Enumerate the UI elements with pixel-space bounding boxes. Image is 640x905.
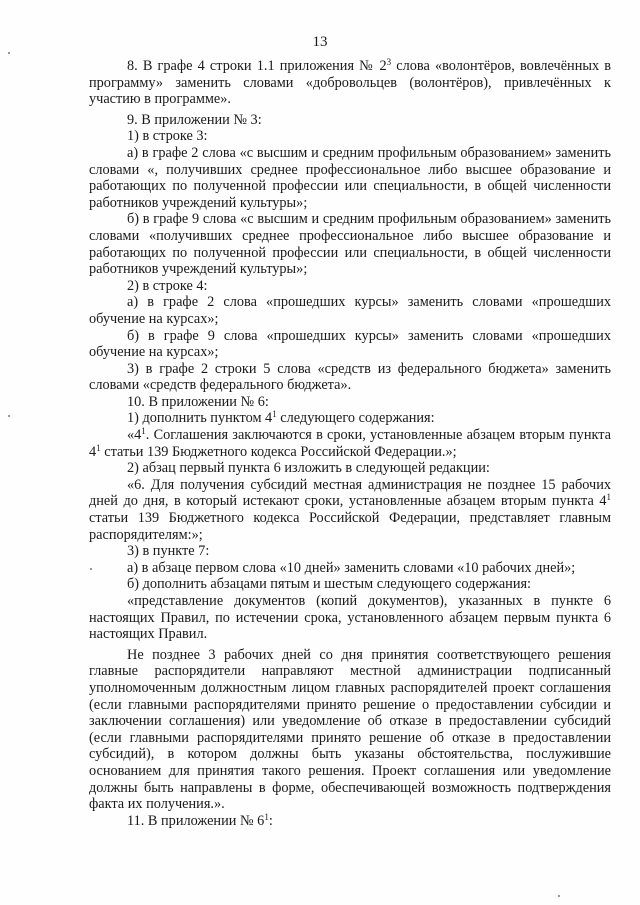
scan-speck xyxy=(8,52,10,54)
paragraph-quote: «$4^1$. Соглашения заключаются в сроки, установленные абзацем вторым пункта $4^1$ статьи 139 Бюджетного кодекса Российской Федерации.»; xyxy=(89,426,611,460)
paragraph-subitem: 3) в пункте 7: xyxy=(127,543,210,560)
paragraph-subitem: б) в графе 9 слова «с высшим и средним профильным образованием» заменить словами «получивших среднее профессиональное либо высшее образование и работающих по полученной профессии или специальности, в общей численности работников учреждений культуры»; xyxy=(89,211,611,278)
scan-speck xyxy=(8,415,10,417)
paragraph-item-9: 9. В приложении № 3: xyxy=(127,111,262,128)
scan-speck xyxy=(90,568,92,570)
paragraph-quote: Не позднее 3 рабочих дней со дня принятия соответствующего решения главные распорядители направляют местной администрации подписанный уполномоченным должностным лицом главных распорядителей проект соглашения (если главными распорядителями принято решение о предоставлении субсидии и заключении соглашения) или уведомление об отказе в предоставлении субсидий (если главными распорядителями принято решение об отказе в предоставлении субсидий), в котором должны быть указаны обстоятельства, послужившие основанием для принятия такого решения. Проект соглашения или уведомление должны быть направлены в форме, обеспечивающей возможность подтверждения факта их получения.». xyxy=(89,646,611,813)
paragraph-subitem: 2) в строке 4: xyxy=(127,277,208,294)
paragraph-quote: «представление документов (копий документов), указанных в пункте 6 настоящих Правил, по истечении срока, установленного абзацем первым пункта 6 настоящих Правил. xyxy=(89,593,611,643)
paragraph-subitem: 1) в строке 3: xyxy=(127,128,208,145)
paragraph-subitem: а) в графе 2 слова «прошедших курсы» заменить словами «прошедших обучение на курсах»; xyxy=(89,294,611,327)
paragraph-subitem: 1) дополнить пунктом $4^1$ следующего содержания: xyxy=(127,409,435,427)
paragraph-subitem: а) в графе 2 слова «с высшим и средним профильным образованием» заменить словами «, получивших среднее профессиональное либо высшее образование и работающих по полученной профессии или специальности, в общей численности работников учреждений культуры»; xyxy=(89,144,611,211)
paragraph-subitem: 3) в графе 2 строки 5 слова «средств из федерального бюджета» заменить словами «средств федерального бюджета». xyxy=(89,360,611,394)
paragraph-quote: «6. Для получения субсидий местная администрация не позднее 15 рабочих дней до дня, в который истекают сроки, установленные абзацем вторым пункта $4^1$ статьи 139 Бюджетного кодекса Российской Федерации, представляет главным распорядителям:»; xyxy=(89,476,611,543)
document-body xyxy=(89,58,611,829)
paragraph-item-11: 11. В приложении № $6^1$: xyxy=(127,811,273,829)
page-number: 13 xyxy=(312,34,328,50)
paragraph-item-10: 10. В приложении № 6: xyxy=(127,393,269,410)
paragraph-item-8: 8. В графе 4 строки 1.1 приложения № $2^3$ слова «волонтёров, вовлечённых в программу» заменить словами «добровольцев (волонтёров), привлечённых к участию в программе». xyxy=(89,57,611,108)
scan-speck xyxy=(558,895,560,897)
paragraph-subitem: 2) абзац первый пункта 6 изложить в следующей редакции: xyxy=(127,460,490,477)
paragraph-subitem: б) дополнить абзацами пятым и шестым следующего содержания: xyxy=(127,576,532,593)
paragraph-subitem: б) в графе 9 слова «прошедших курсы» заменить словами «прошедших обучение на курсах»; xyxy=(89,327,611,361)
paragraph-subitem: а) в абзаце первом слова «10 дней» заменить словами «10 рабочих дней»; xyxy=(127,559,576,576)
